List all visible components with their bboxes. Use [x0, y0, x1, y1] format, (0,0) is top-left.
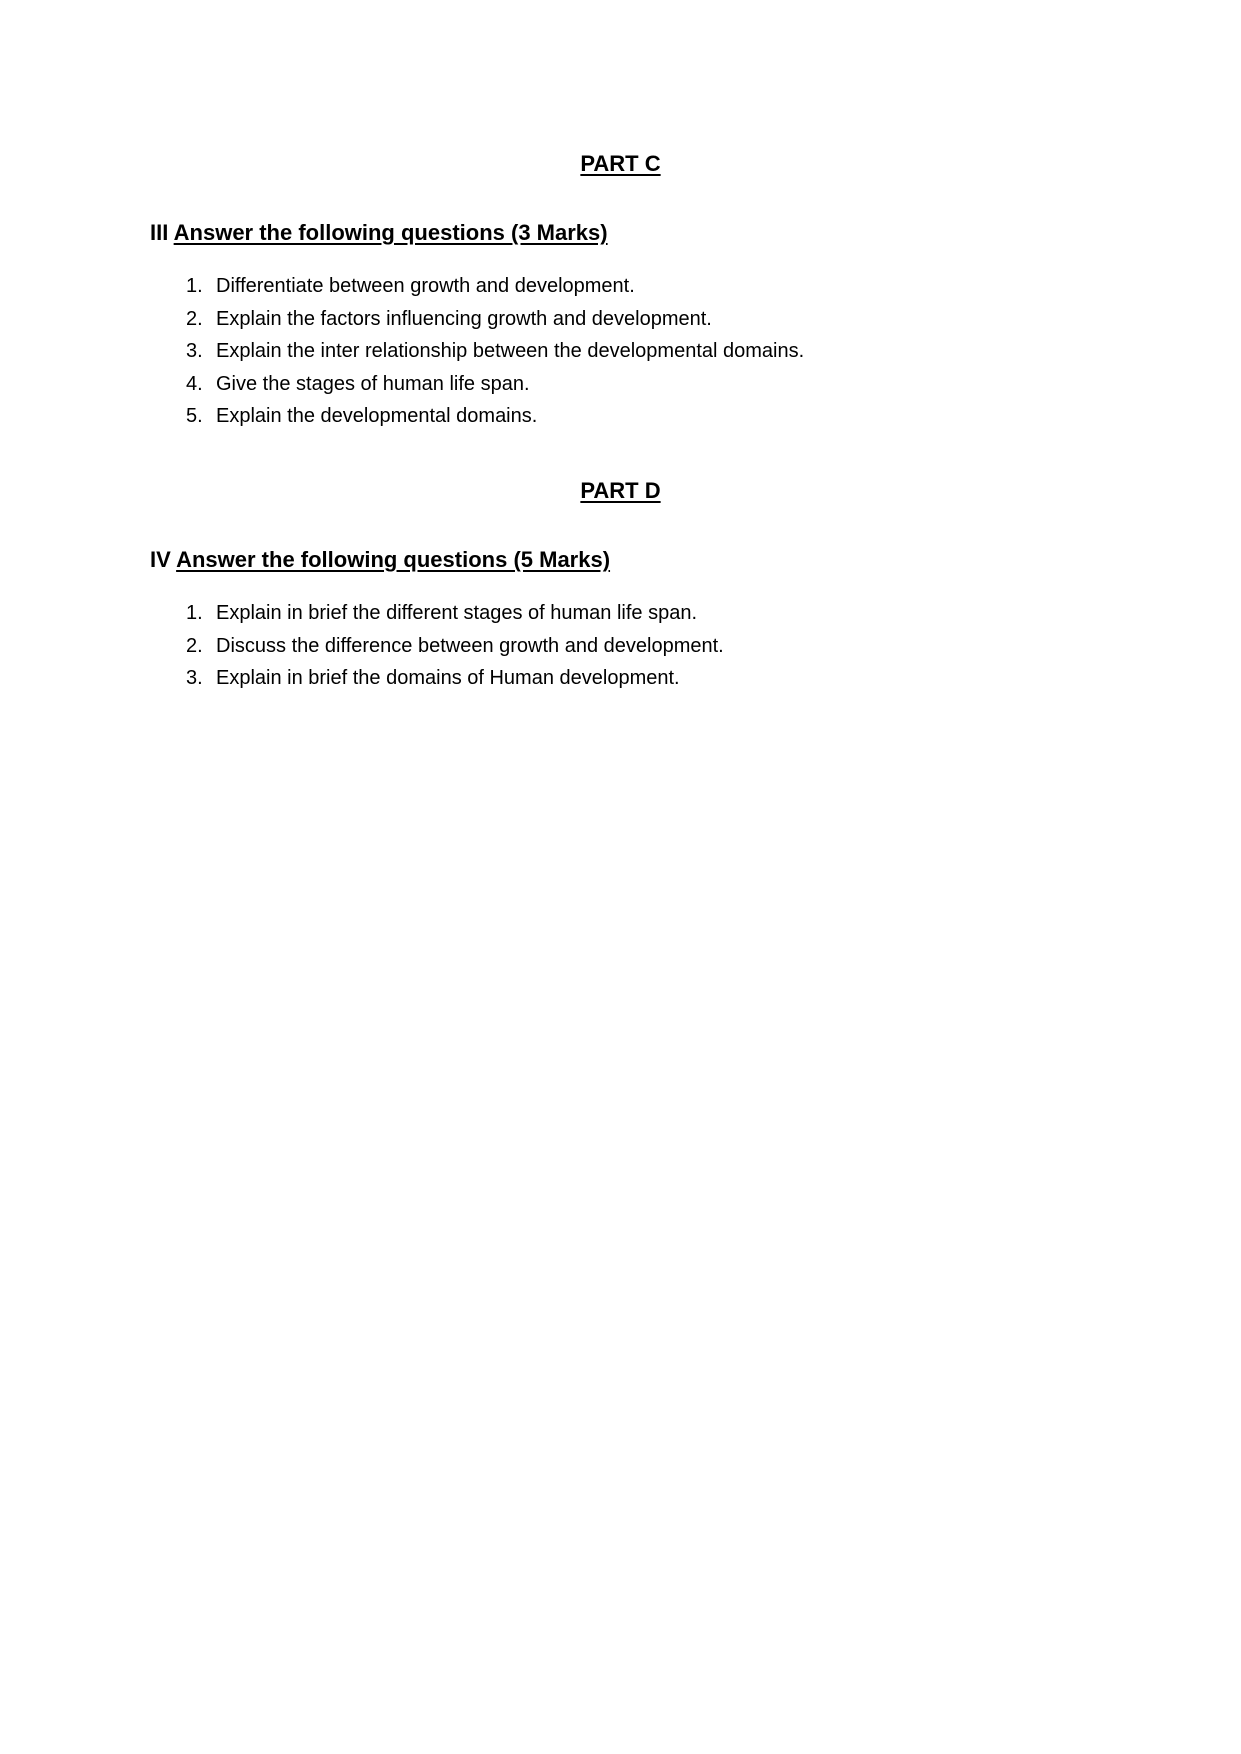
part-d-heading-text: Answer the following questions (5 Marks)	[176, 547, 611, 572]
question-number: 1.	[186, 602, 203, 624]
question-number: 4.	[186, 372, 203, 395]
part-c-section-heading	[150, 220, 608, 246]
question-text: Explain the inter relationship between the developmental domains.	[216, 340, 805, 362]
question-number: 2.	[186, 634, 203, 657]
question-number: 5.	[186, 405, 203, 427]
part-c-section-number: III	[150, 220, 169, 245]
list-item	[186, 368, 804, 401]
question-text: Explain in brief the domains of Human development.	[216, 667, 680, 689]
question-text: Discuss the difference between growth and development.	[216, 634, 724, 657]
part-c-title: PART C	[580, 151, 661, 176]
list-item	[186, 270, 804, 303]
question-number: 2.	[186, 307, 203, 330]
list-item	[186, 662, 724, 695]
question-text: Give the stages of human life span.	[216, 372, 530, 395]
part-d-section-heading	[150, 547, 610, 573]
list-item	[186, 630, 724, 663]
question-text: Explain the developmental domains.	[216, 405, 538, 427]
question-number: 3.	[186, 340, 203, 362]
part-c-heading-text: Answer the following questions (3 Marks)	[173, 220, 608, 245]
part-d-title: PART D	[580, 478, 661, 503]
part-c-question-list	[186, 270, 804, 433]
question-text: Explain in brief the different stages of human life span.	[216, 602, 698, 624]
question-text: Differentiate between growth and development.	[216, 275, 635, 297]
list-item	[186, 303, 804, 336]
part-d-section-number: IV	[150, 547, 171, 572]
question-number: 3.	[186, 667, 203, 689]
list-item	[186, 597, 724, 630]
question-number: 1.	[186, 275, 203, 297]
part-d-question-list	[186, 597, 724, 695]
list-item	[186, 335, 804, 368]
list-item	[186, 400, 804, 433]
question-text: Explain the factors influencing growth and development.	[216, 307, 712, 330]
